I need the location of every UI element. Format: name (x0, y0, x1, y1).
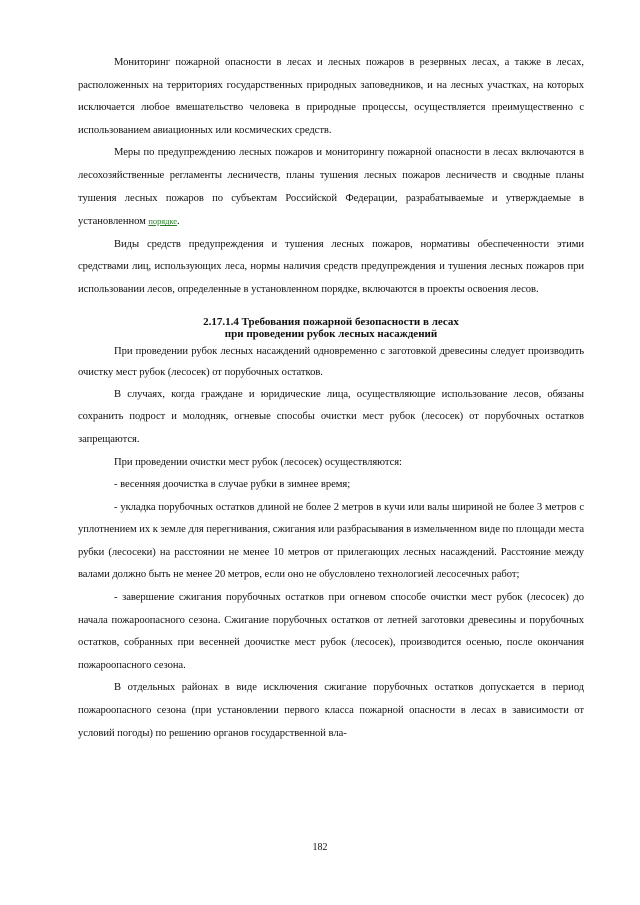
section-heading (78, 316, 584, 341)
paragraph-cleaning: При проведении рубок лесных насаждений одновременно с заготовкой древесины следует производить очистку мест рубок (лесосек) от порубочных остатков. (78, 345, 584, 379)
list-item-burning: - завершение сжигания порубочных остатков при огневом способе очистки мест рубок (лесосек) до начала пожароопасного сезона. Сжигание порубочных остатков от летней заготовки древесины и порубочных остатков, собранных при весенней доочистке мест рубок (лесосек), производится осенью, после окончания пожароопасного сезона. (78, 592, 584, 671)
paragraph-measures-text: Меры по предупреждению лесных пожаров и мониторингу пожарной опасности в лесах включаются в лесохозяйственные регламенты лесничеств, планы тушения лесных пожаров лесничеств и сводные планы тушения лесных пожаров по субъектам Российской Федерации, разрабатываемые и утверждаемые в установленном (78, 147, 584, 228)
paragraph-measures (78, 142, 584, 233)
paragraph-monitoring: Мониторинг пожарной опасности в лесах и лесных пожаров в резервных лесах, а также в лесах, расположенных на территориях государственных природных заповедников, и на лесных участках, на которых исключается любое вмешательство человека в природные процессы, осуществляется преимущественно с использованием авиационных или космических средств. (78, 57, 584, 136)
list-item-spring-cleaning: - весенняя доочистка в случае рубки в зимнее время; (114, 479, 351, 491)
page-number: 182 (312, 842, 328, 853)
section-heading-line-2: при проведении рубок лесных насаждений (224, 328, 438, 341)
list-item-stacking: - укладка порубочных остатков длиной не более 2 метров в кучи или валы шириной не более 3 метров с уплотнением их к земле для перегнивания, сжигания или разбрасывания в измельченном виде по площади места рубки (лесосеки) на расстоянии не менее 10 метров от прилегающих лесных насаждений. Расстояние между валами должно быть не менее 20 метров, если оно не обусловлено технологией лесосечных работ; (78, 501, 584, 581)
paragraph-measures-tail: . (177, 216, 180, 228)
paragraph-cleaning-list-intro: При проведении очистки мест рубок (лесосек) осуществляются: (114, 456, 402, 468)
section-heading-line-1: 2.17.1.4 Требования пожарной безопасности в лесах (203, 315, 459, 328)
procedure-link[interactable]: порядке (148, 216, 177, 227)
paragraph-means: Виды средств предупреждения и тушения лесных пожаров, нормативы обеспеченности этими средствами лиц, использующих леса, нормы наличия средств предупреждения и тушения лесных пожаров при использовании лесов, определенные в установленном порядке, включаются в проекты освоения лесов. (78, 238, 584, 295)
paragraph-undergrowth: В случаях, когда граждане и юридические лица, осуществляющие использование лесов, обязаны сохранить подрост и молодняк, огневые способы очистки мест рубок (лесосек) от порубочных остатков запрещаются. (78, 388, 584, 445)
document-page (78, 52, 584, 745)
paragraph-exceptions: В отдельных районах в виде исключения сжигание порубочных остатков допускается в период пожароопасного сезона (при установлении первого класса пожарной опасности в лесах в зависимости от условий погоды) по решению органов государственной вла- (78, 682, 584, 739)
